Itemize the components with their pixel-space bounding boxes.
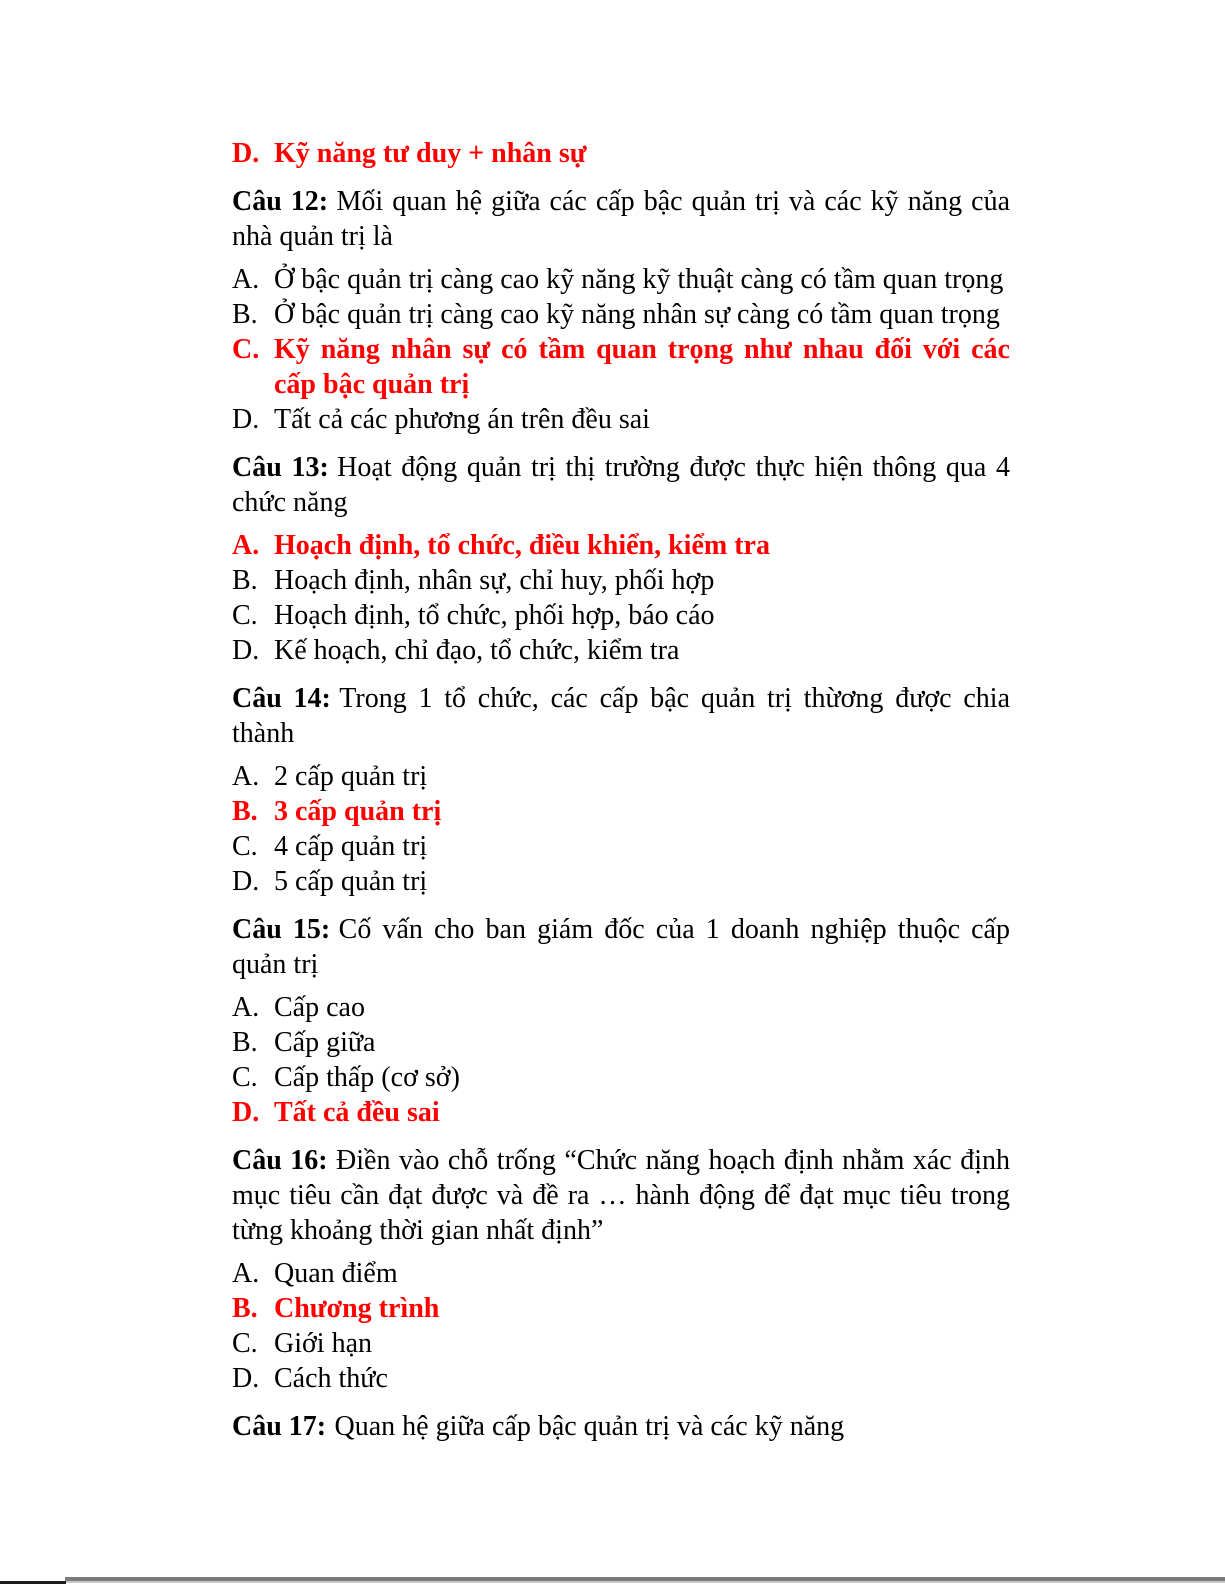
- option-letter: A.: [232, 264, 260, 295]
- question-text: [232, 1409, 1010, 1444]
- question-text: [232, 1143, 1010, 1248]
- option-row-a: [232, 990, 1010, 1025]
- option-text: Cấp cao: [274, 992, 365, 1023]
- question-number: Câu 17:: [232, 1411, 327, 1442]
- question-number: Câu 14:: [232, 683, 331, 714]
- option-row-b: [232, 1291, 1010, 1326]
- option-letter: D.: [232, 635, 260, 666]
- option-letter: D.: [232, 1097, 260, 1128]
- option-letter: B.: [232, 565, 258, 596]
- question-text: [232, 184, 1010, 254]
- option-row-c: [232, 332, 1010, 402]
- option-text: Tất cả đều sai: [274, 1097, 440, 1128]
- option-text: Cấp thấp (cơ sở): [274, 1062, 460, 1093]
- option-letter: D.: [232, 138, 260, 169]
- option-text: 2 cấp quản trị: [274, 761, 428, 792]
- option-row-a: [232, 528, 1010, 563]
- question-block-17: [232, 1409, 1010, 1444]
- options-list: [232, 990, 1010, 1130]
- option-row-c: [232, 598, 1010, 633]
- option-row-b: [232, 794, 1010, 829]
- option-letter: B.: [232, 299, 258, 330]
- option-letter: D.: [232, 404, 260, 435]
- option-text: Cách thức: [274, 1363, 388, 1394]
- option-text: Ở bậc quản trị càng cao kỹ năng nhân sự càng có tầm quan trọng: [274, 299, 1000, 330]
- option-text: Hoạch định, tổ chức, phối hợp, báo cáo: [274, 600, 715, 631]
- option-text: Kỹ năng tư duy + nhân sự: [274, 138, 587, 169]
- option-letter: C.: [232, 831, 258, 862]
- question-number: Câu 12:: [232, 186, 329, 217]
- option-text: 5 cấp quản trị: [274, 866, 428, 897]
- question-body: Hoạt động quản trị thị trường được thực hiện thông qua 4 chức năng: [232, 452, 1010, 518]
- question-number: Câu 16:: [232, 1145, 328, 1176]
- question-body: Quan hệ giữa cấp bậc quản trị và các kỹ năng: [334, 1411, 845, 1442]
- option-text: Kế hoạch, chỉ đạo, tổ chức, kiểm tra: [274, 635, 680, 666]
- option-letter: C.: [232, 1062, 258, 1093]
- option-text: 4 cấp quản trị: [274, 831, 428, 862]
- options-list: [232, 528, 1010, 668]
- quiz-content: [232, 136, 1010, 1452]
- page-corner-mark: [0, 1581, 66, 1584]
- option-row-d: [232, 1361, 1010, 1396]
- option-text: Hoạch định, nhân sự, chỉ huy, phối hợp: [274, 565, 715, 596]
- option-row-d: [232, 633, 1010, 668]
- option-letter: B.: [232, 796, 258, 827]
- option-letter: C.: [232, 334, 260, 365]
- question-body: Cố vấn cho ban giám đốc của 1 doanh nghiệp thuộc cấp quản trị: [232, 914, 1010, 980]
- option-row-a: [232, 759, 1010, 794]
- option-row-b: [232, 563, 1010, 598]
- option-row-b: [232, 297, 1010, 332]
- next-page-edge: [65, 1577, 1225, 1583]
- question-block-14: [232, 681, 1010, 899]
- question-text: [232, 450, 1010, 520]
- option-text: Quan điểm: [274, 1258, 398, 1289]
- question-body: Mối quan hệ giữa các cấp bậc quản trị và các kỹ năng của nhà quản trị là: [232, 186, 1010, 252]
- option-letter: A.: [232, 530, 260, 561]
- option-letter: C.: [232, 600, 258, 631]
- question-number: Câu 13:: [232, 452, 329, 483]
- option-letter: A.: [232, 761, 260, 792]
- option-row-c: [232, 829, 1010, 864]
- option-letter: B.: [232, 1027, 258, 1058]
- option-text: Tất cả các phương án trên đều sai: [274, 404, 650, 435]
- options-list: [232, 1256, 1010, 1396]
- option-text: Giới hạn: [274, 1328, 373, 1359]
- option-row-d: [232, 402, 1010, 437]
- previous-answer-line: [232, 136, 1010, 171]
- question-number: Câu 15:: [232, 914, 331, 945]
- options-list: [232, 759, 1010, 899]
- option-text: Ở bậc quản trị càng cao kỹ năng kỹ thuật càng có tầm quan trọng: [274, 264, 1004, 295]
- option-text: 3 cấp quản trị: [274, 796, 442, 827]
- question-body: Điền vào chỗ trống “Chức năng hoạch định nhằm xác định mục tiêu cần đạt được và đề ra … hành động để đạt mục tiêu trong từng khoảng thời gian nhất định”: [232, 1145, 1010, 1246]
- question-block-12: [232, 184, 1010, 437]
- question-block-15: [232, 912, 1010, 1130]
- option-letter: A.: [232, 1258, 260, 1289]
- option-letter: D.: [232, 1363, 260, 1394]
- question-body: Trong 1 tổ chức, các cấp bậc quản trị thừơng được chia thành: [232, 683, 1010, 749]
- option-letter: A.: [232, 992, 260, 1023]
- option-row-d: [232, 864, 1010, 899]
- option-text: Cấp giữa: [274, 1027, 376, 1058]
- option-row-a: [232, 1256, 1010, 1291]
- option-row-c: [232, 1060, 1010, 1095]
- option-text: Hoạch định, tổ chức, điều khiển, kiểm tra: [274, 530, 770, 561]
- option-letter: D.: [232, 866, 260, 897]
- options-list: [232, 262, 1010, 437]
- question-text: [232, 681, 1010, 751]
- option-row-d: [232, 1095, 1010, 1130]
- option-row-b: [232, 1025, 1010, 1060]
- option-row-a: [232, 262, 1010, 297]
- question-block-16: [232, 1143, 1010, 1396]
- option-letter: B.: [232, 1293, 258, 1324]
- question-block-13: [232, 450, 1010, 668]
- option-text: Kỹ năng nhân sự có tầm quan trọng như nhau đối với các cấp bậc quản trị: [274, 334, 1010, 400]
- question-text: [232, 912, 1010, 982]
- option-text: Chương trình: [274, 1293, 440, 1324]
- option-letter: C.: [232, 1328, 258, 1359]
- option-row-c: [232, 1326, 1010, 1361]
